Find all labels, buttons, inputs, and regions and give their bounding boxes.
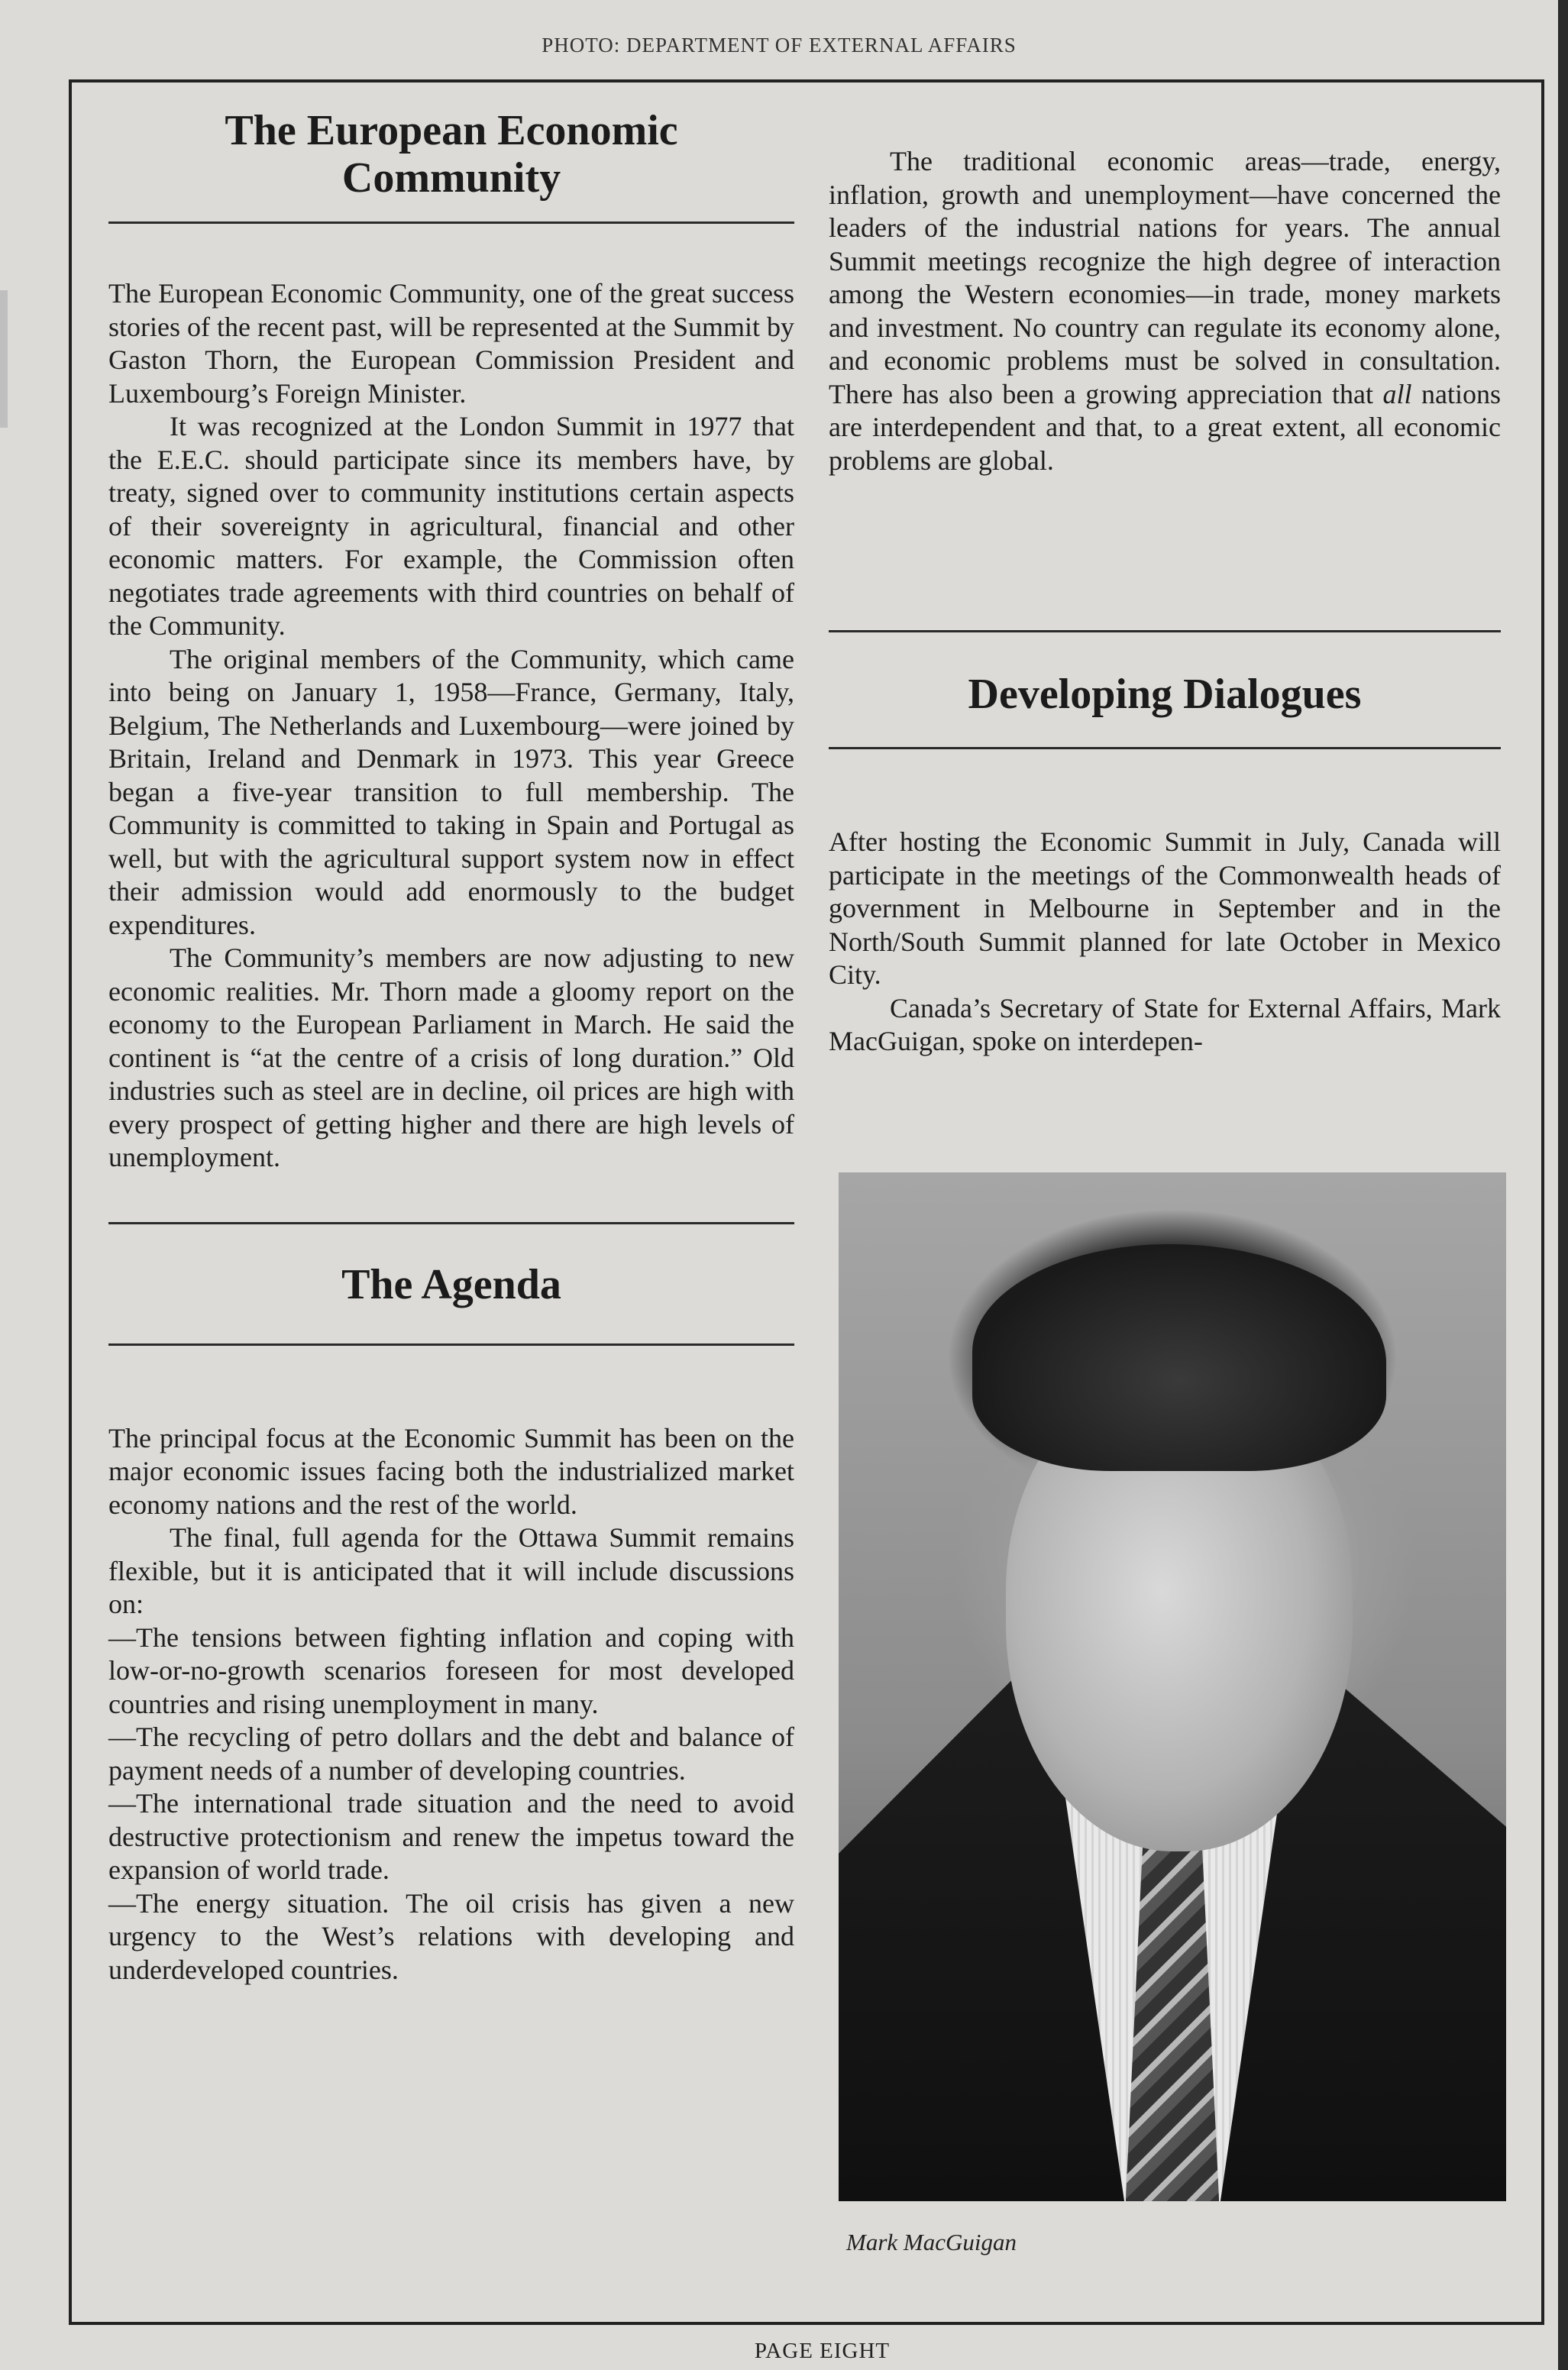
eec-paragraph-3: The original members of the Community, which came into being on January 1, 1958—France, Germany, Italy, Belgium, The Netherlands and Luxembourg—were joined by Britain, Ireland and Denmark in 1973. This year Greece began a five-year transition to full membership. The Community is committed to taking in Spain and Portugal as well, but with the agricultural support system now in effect their admission would add enormously to the budget expenditures. (108, 643, 794, 940)
portrait-hair (972, 1244, 1386, 1470)
agenda-title: The Agenda (341, 1260, 561, 1308)
economic-areas-text-2: nations are interdependent and that, to a great extent, all economic problems are global. (829, 378, 1501, 476)
agenda-item-4: —The energy situation. The oil crisis has given a new urgency to the West’s relations with developing and underdeveloped countries. (108, 1887, 794, 1985)
economic-areas-emphasis: all (1382, 378, 1412, 409)
eec-body (108, 277, 794, 1175)
agenda-item-1: —The tensions between fighting inflation and coping with low-or-no-growth scenarios foreseen for most developed countries and rising unemployment in many. (108, 1621, 794, 1719)
photo-caption: Mark MacGuigan (846, 2229, 1017, 2255)
agenda-body (108, 1422, 794, 1987)
agenda-paragraph-1: The principal focus at the Economic Summit has been on the major economic issues facing both the industrialized market economy nations and the rest of the world. (108, 1422, 794, 1520)
left-column (108, 107, 794, 1987)
eec-paragraph-1: The European Economic Community, one of the great success stories of the recent past, will be represented at the Summit by Gaston Thorn, the European Commission President and Luxembourg’s Foreign Minister. (108, 278, 794, 409)
page-edge (0, 290, 8, 428)
dialogues-body (829, 826, 1501, 1059)
dialogues-paragraph-2: Canada’s Secretary of State for External Affairs, Mark MacGuigan, spoke on interdepen- (829, 992, 1501, 1056)
page-number: PAGE EIGHT (754, 2339, 891, 2363)
economic-areas-text-1: The traditional economic areas—trade, energy, inflation, growth and unemployment—have concerned the leaders of the industrial nations for years. The annual Summit meetings recognize the high degree of interaction among the Western economies—in trade, money markets and investment. No country can regulate its economy alone, and economic problems must be solved in consultation. There has also been a growing appreciation that (829, 146, 1501, 409)
eec-paragraph-4: The Community’s members are now adjusting to new economic realities. Mr. Thorn made a gloomy report on the economy to the European Parliament in March. He said the continent is “at the centre of a crisis of long duration.” Old industries such as steel are in decline, oil prices are high with every prospect of getting higher and there are high levels of unemployment. (108, 943, 794, 1172)
agenda-bottom-rule (108, 1343, 794, 1346)
right-column (829, 145, 1501, 1059)
eec-title: The European Economic Community (225, 107, 678, 202)
eec-paragraph-2: It was recognized at the London Summit in 1977 that the E.E.C. should participate since its members have, by treaty, signed over to community institutions certain aspects of their sovereignty in agricultural, financial and other economic matters. For example, the Commission often negotiates trade agreements with third countries on behalf of the Community. (108, 411, 794, 641)
agenda-item-2: —The recycling of petro dollars and the debt and balance of payment needs of a number of developing countries. (108, 1722, 794, 1786)
dialogues-paragraph-1: After hosting the Economic Summit in July, Canada will participate in the meetings of the Commonwealth heads of government in Melbourne in September and in the North/South Summit planned for late October in Mexico City. (829, 826, 1501, 990)
agenda-paragraph-2: The final, full agenda for the Ottawa Summit remains flexible, but it is anticipated that it will include discussions on: (108, 1522, 794, 1619)
agenda-top-rule (108, 1222, 794, 1224)
eec-title-rule (108, 221, 794, 224)
portrait-photo (839, 1172, 1506, 2201)
dialogues-title: Developing Dialogues (968, 671, 1362, 718)
economic-areas-paragraph (829, 145, 1501, 477)
agenda-item-3: —The international trade situation and the need to avoid destructive protectionism and renew the impetus toward the expansion of world trade. (108, 1788, 794, 1885)
photo-credit: PHOTO: DEPARTMENT OF EXTERNAL AFFAIRS (542, 34, 1017, 57)
dialogues-top-rule (829, 630, 1501, 632)
dialogues-bottom-rule (829, 747, 1501, 749)
